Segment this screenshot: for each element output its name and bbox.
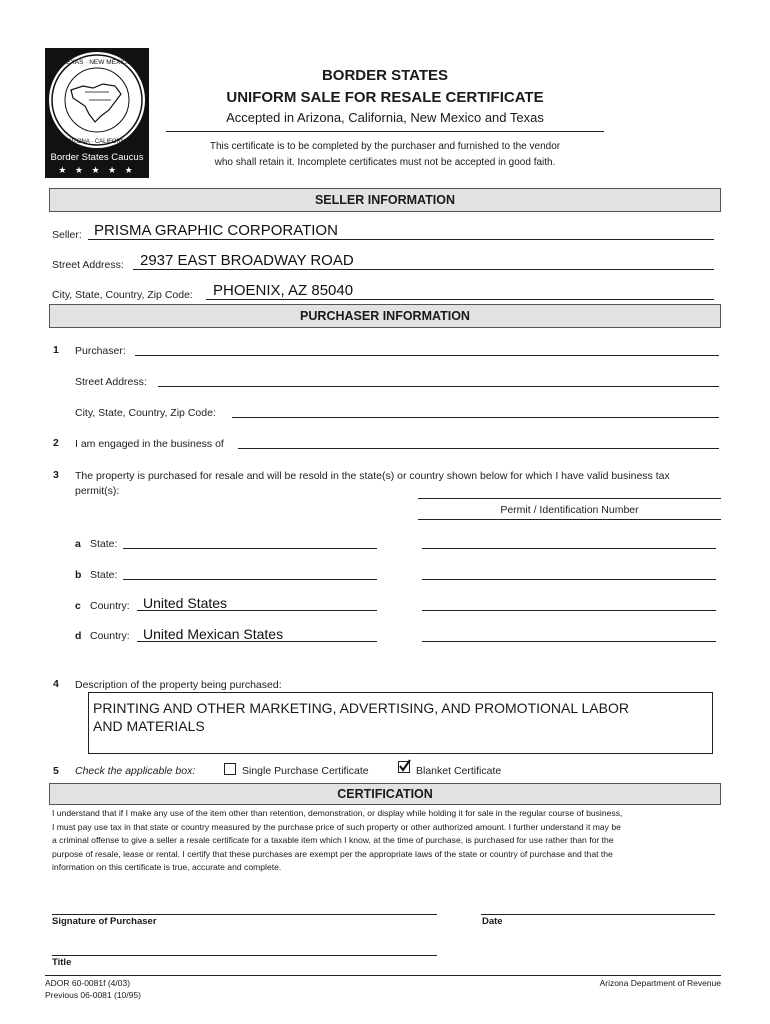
item-number-5: 5 bbox=[53, 765, 59, 777]
row-a-label: State: bbox=[90, 538, 118, 550]
purchaser-section-header: PURCHASER INFORMATION bbox=[49, 304, 721, 328]
purchaser-street-field[interactable] bbox=[158, 386, 719, 387]
svg-text:ARIZONA · CALIFORNIA: ARIZONA · CALIFORNIA bbox=[63, 139, 131, 145]
business-field[interactable] bbox=[238, 448, 719, 449]
date-label: Date bbox=[482, 916, 503, 927]
check-label: Check the applicable box: bbox=[75, 765, 196, 777]
permit-header: Permit / Identification Number bbox=[500, 504, 639, 516]
row-c-letter: c bbox=[75, 600, 81, 612]
row-a-letter: a bbox=[75, 538, 81, 550]
title-line1: BORDER STATES bbox=[321, 67, 449, 84]
footer-rule bbox=[45, 975, 721, 976]
cert-line1: I understand that if I make any use of the item other than retention, demonstration, or display while holding it for sale in the regular course of business, bbox=[52, 808, 623, 818]
business-label: I am engaged in the business of bbox=[75, 438, 224, 450]
seller-street-line bbox=[133, 269, 714, 270]
cert-line4: purpose of resale, lease or rental. I certify that these purchases are exempt per the appropriate laws of the state or country of purchase and that the bbox=[52, 848, 613, 859]
seller-label: Seller: bbox=[52, 229, 82, 241]
certification-text bbox=[52, 807, 622, 875]
title-label: Title bbox=[52, 957, 72, 968]
map-seal-icon bbox=[49, 52, 145, 148]
row-b-permit-field[interactable] bbox=[422, 579, 716, 580]
row-b-letter: b bbox=[75, 569, 82, 581]
seller-street-value[interactable]: 2937 EAST BROADWAY ROAD bbox=[140, 252, 354, 269]
row-b-state-field[interactable] bbox=[123, 579, 377, 580]
row-b-label: State: bbox=[90, 569, 118, 581]
border-states-logo bbox=[45, 48, 149, 178]
item-number-1: 1 bbox=[53, 344, 59, 356]
previous-form-id: Previous 06-0081 (10/95) bbox=[45, 990, 141, 1000]
seller-city-label: City, State, Country, Zip Code: bbox=[52, 289, 193, 301]
svg-text:TEXAS · NEW MEXICO: TEXAS · NEW MEXICO bbox=[62, 59, 132, 66]
purchaser-city-label: City, State, Country, Zip Code: bbox=[75, 407, 216, 419]
seller-city-line bbox=[206, 299, 714, 300]
seller-section-header: SELLER INFORMATION bbox=[49, 188, 721, 212]
description-box[interactable] bbox=[88, 692, 713, 754]
row-c-label: Country: bbox=[90, 600, 130, 612]
seller-street-label: Street Address: bbox=[52, 259, 124, 271]
row-d-value: United Mexican States bbox=[143, 626, 284, 642]
purchaser-field[interactable] bbox=[135, 355, 719, 356]
row-d-label: Country: bbox=[90, 630, 130, 642]
single-purchase-label: Single Purchase Certificate bbox=[242, 765, 369, 777]
purchaser-city-field[interactable] bbox=[232, 417, 719, 418]
subtitle: Accepted in Arizona, California, New Mexico and Texas bbox=[226, 110, 544, 125]
blanket-checkbox[interactable] bbox=[398, 761, 410, 773]
single-purchase-checkbox[interactable] bbox=[224, 763, 236, 775]
signature-field[interactable] bbox=[52, 914, 437, 915]
property-text-line1: The property is purchased for resale and will be resold in the state(s) or country shown below for which I have valid business tax bbox=[75, 470, 670, 482]
cert-line5: information on this certificate is true, accurate and complete. bbox=[52, 862, 282, 872]
row-a-permit-field[interactable] bbox=[422, 548, 716, 549]
title-line2: UNIFORM SALE FOR RESALE CERTIFICATE bbox=[226, 89, 544, 106]
seal-circle bbox=[49, 52, 145, 148]
item-number-2: 2 bbox=[53, 437, 59, 449]
note-line1: This certificate is to be completed by the purchaser and furnished to the vendor bbox=[209, 141, 561, 152]
logo-band-text: Border States Caucus bbox=[50, 152, 144, 163]
row-d-permit-field[interactable] bbox=[422, 641, 716, 642]
signature-label: Signature of Purchaser bbox=[52, 916, 157, 927]
cert-line3: a criminal offense to give a seller a resale certificate for a taxable item which I know, at the time of purchase, is purchased for use rather than for the bbox=[52, 835, 614, 845]
note-line2: who shall retain it. Incomplete certificates must not be accepted in good faith. bbox=[214, 157, 556, 168]
row-d-letter: d bbox=[75, 630, 82, 642]
description-line1: PRINTING AND OTHER MARKETING, ADVERTISING, AND PROMOTIONAL LABOR bbox=[93, 700, 629, 716]
department-name: Arizona Department of Revenue bbox=[599, 978, 721, 988]
permit-header-top-line bbox=[418, 498, 721, 499]
title-field[interactable] bbox=[52, 955, 437, 956]
checkmark-icon bbox=[398, 759, 412, 773]
description-line2: AND MATERIALS bbox=[93, 718, 205, 734]
item-number-4: 4 bbox=[53, 678, 59, 690]
seller-city-value[interactable]: PHOENIX, AZ 85040 bbox=[213, 282, 354, 299]
description-label: Description of the property being purchased: bbox=[75, 679, 282, 691]
property-text-line2: permit(s): bbox=[75, 485, 120, 497]
purchaser-label: Purchaser: bbox=[75, 345, 126, 357]
permit-header-bottom-line bbox=[418, 519, 721, 520]
row-c-value: United States bbox=[143, 595, 228, 611]
date-field[interactable] bbox=[481, 914, 715, 915]
blanket-label: Blanket Certificate bbox=[416, 765, 502, 777]
form-id: ADOR 60-0081f (4/03) bbox=[45, 978, 131, 988]
seller-value[interactable]: PRISMA GRAPHIC CORPORATION bbox=[94, 222, 338, 239]
header-rule bbox=[166, 131, 604, 132]
logo-stars: ★ ★ ★ ★ ★ bbox=[58, 165, 136, 175]
cert-line2: I must pay use tax in that state or country measured by the purchase price of such property or other authorized amount. I further understand it may be bbox=[52, 821, 621, 832]
item-number-3: 3 bbox=[53, 469, 59, 481]
certification-section-header: CERTIFICATION bbox=[49, 783, 721, 805]
row-c-permit-field[interactable] bbox=[422, 610, 716, 611]
purchaser-street-label: Street Address: bbox=[75, 376, 147, 388]
seller-line bbox=[88, 239, 714, 240]
row-a-state-field[interactable] bbox=[123, 548, 377, 549]
